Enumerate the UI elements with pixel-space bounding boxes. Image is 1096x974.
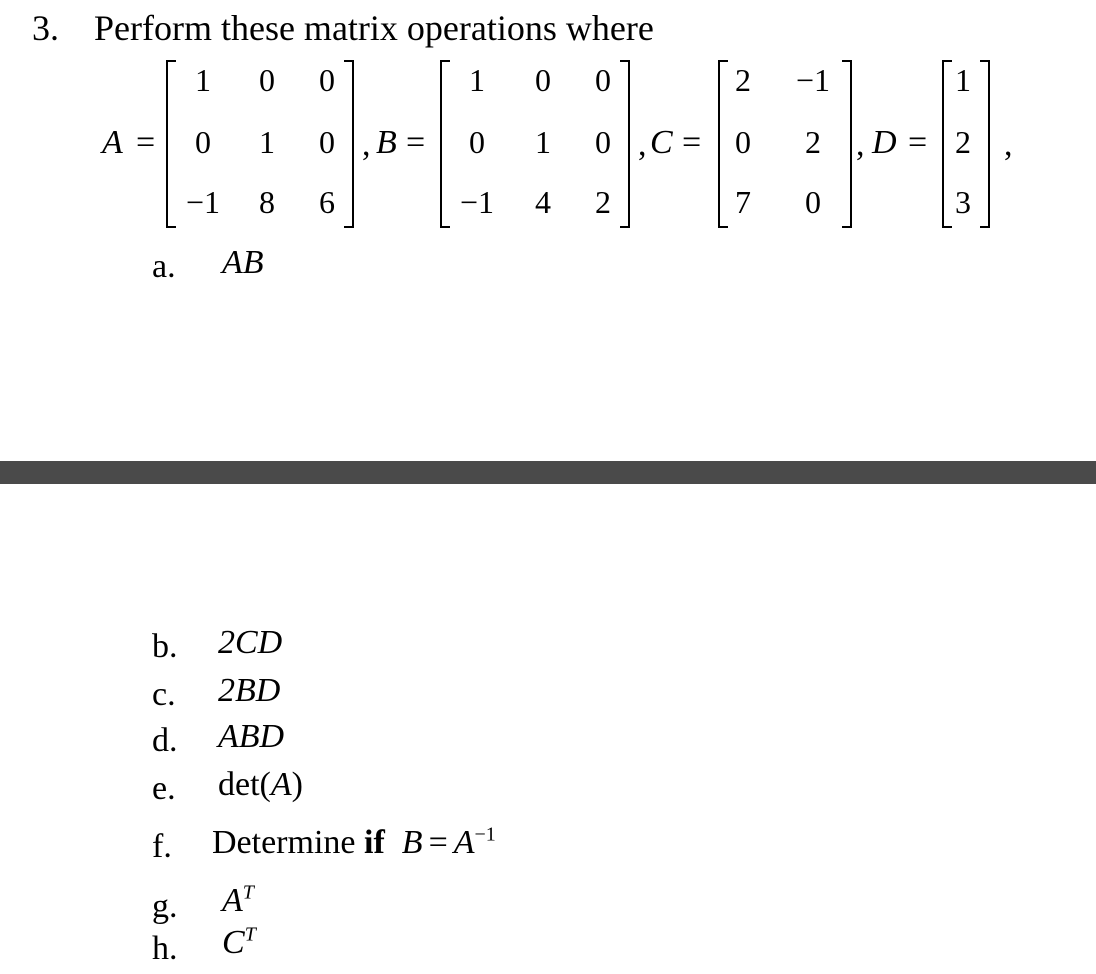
part-a-expression: AB xyxy=(222,244,264,281)
answer-space-divider xyxy=(0,461,1096,484)
separator-comma: , xyxy=(1004,126,1013,163)
matrix-a-cell: 0 xyxy=(319,62,335,98)
part-c-label: c. xyxy=(152,676,176,713)
matrix-b-cell: 4 xyxy=(535,184,551,220)
problem-title: Perform these matrix operations where xyxy=(94,8,654,48)
matrix-c-right-bracket xyxy=(842,60,852,228)
matrix-b-cell: 0 xyxy=(595,124,611,160)
part-h-superscript: T xyxy=(244,923,256,946)
part-e-label: e. xyxy=(152,770,176,807)
part-g-superscript: T xyxy=(242,881,254,904)
matrix-a-cell: 0 xyxy=(259,62,275,98)
matrix-d-name: D xyxy=(872,124,897,161)
matrix-a-cell: 6 xyxy=(319,184,335,220)
matrix-a-cell: 0 xyxy=(195,124,211,160)
matrix-b-cell: −1 xyxy=(459,184,495,220)
matrix-a-cell: 0 xyxy=(319,124,335,160)
det-function: det( xyxy=(218,766,271,803)
part-a-label: a. xyxy=(152,248,176,285)
part-h-variable: C xyxy=(222,924,245,961)
part-b-label: b. xyxy=(152,628,178,665)
part-f-bold: if xyxy=(364,824,385,861)
matrix-b-name: B xyxy=(376,124,397,161)
part-h-expression xyxy=(222,923,256,961)
part-h-label: h. xyxy=(152,930,178,967)
part-f-text: Determine xyxy=(212,824,364,861)
part-b-expression: 2CD xyxy=(218,624,283,661)
matrix-c-cell: 0 xyxy=(735,124,751,160)
part-c-expression: 2BD xyxy=(218,672,281,709)
part-f-eq: = xyxy=(428,824,448,861)
matrix-a-cell: 8 xyxy=(259,184,275,220)
matrix-d-cell: 1 xyxy=(955,62,971,98)
part-f-expression xyxy=(212,823,496,861)
matrix-a-cell: 1 xyxy=(259,124,275,160)
separator-comma: , xyxy=(856,126,865,163)
part-g-label: g. xyxy=(152,888,178,925)
matrix-a-cell: −1 xyxy=(185,184,221,220)
matrix-b-left-bracket xyxy=(440,60,450,228)
matrix-c-cell: −1 xyxy=(795,62,831,98)
problem-number: 3. xyxy=(32,8,59,48)
matrix-c-equals: = xyxy=(682,124,702,161)
matrix-b-cell: 0 xyxy=(595,62,611,98)
matrix-b-cell: 1 xyxy=(469,62,485,98)
matrix-c-cell: 2 xyxy=(735,62,751,98)
matrix-a-left-bracket xyxy=(166,60,176,228)
det-close-paren: ) xyxy=(291,766,303,803)
matrix-c-cell: 0 xyxy=(805,184,821,220)
matrix-b-equals: = xyxy=(406,124,426,161)
matrix-b-cell: 2 xyxy=(595,184,611,220)
separator-comma: , xyxy=(362,126,371,163)
part-f-superscript: −1 xyxy=(474,823,496,846)
matrix-a-name: A xyxy=(102,124,123,161)
part-g-expression xyxy=(222,881,254,919)
part-d-expression: ABD xyxy=(218,718,285,755)
part-f-label: f. xyxy=(152,828,172,865)
matrix-c-name: C xyxy=(650,124,673,161)
part-d-label: d. xyxy=(152,722,178,759)
det-variable: A xyxy=(270,766,292,803)
matrix-c-cell: 2 xyxy=(805,124,821,160)
matrix-d-equals: = xyxy=(908,124,928,161)
matrix-b-cell: 0 xyxy=(535,62,551,98)
matrix-a-equals: = xyxy=(136,124,156,161)
matrix-d-cell: 3 xyxy=(955,184,971,220)
matrix-b-cell: 0 xyxy=(469,124,485,160)
part-e-expression xyxy=(218,768,303,802)
matrix-c-cell: 7 xyxy=(735,184,751,220)
matrix-a-cell: 1 xyxy=(195,62,211,98)
separator-comma: , xyxy=(638,126,647,163)
matrix-d-cell: 2 xyxy=(955,124,971,160)
matrix-b-cell: 1 xyxy=(535,124,551,160)
part-f-lhs: B xyxy=(401,824,423,861)
part-g-variable: A xyxy=(222,882,243,919)
part-f-rhs: A xyxy=(453,824,475,861)
